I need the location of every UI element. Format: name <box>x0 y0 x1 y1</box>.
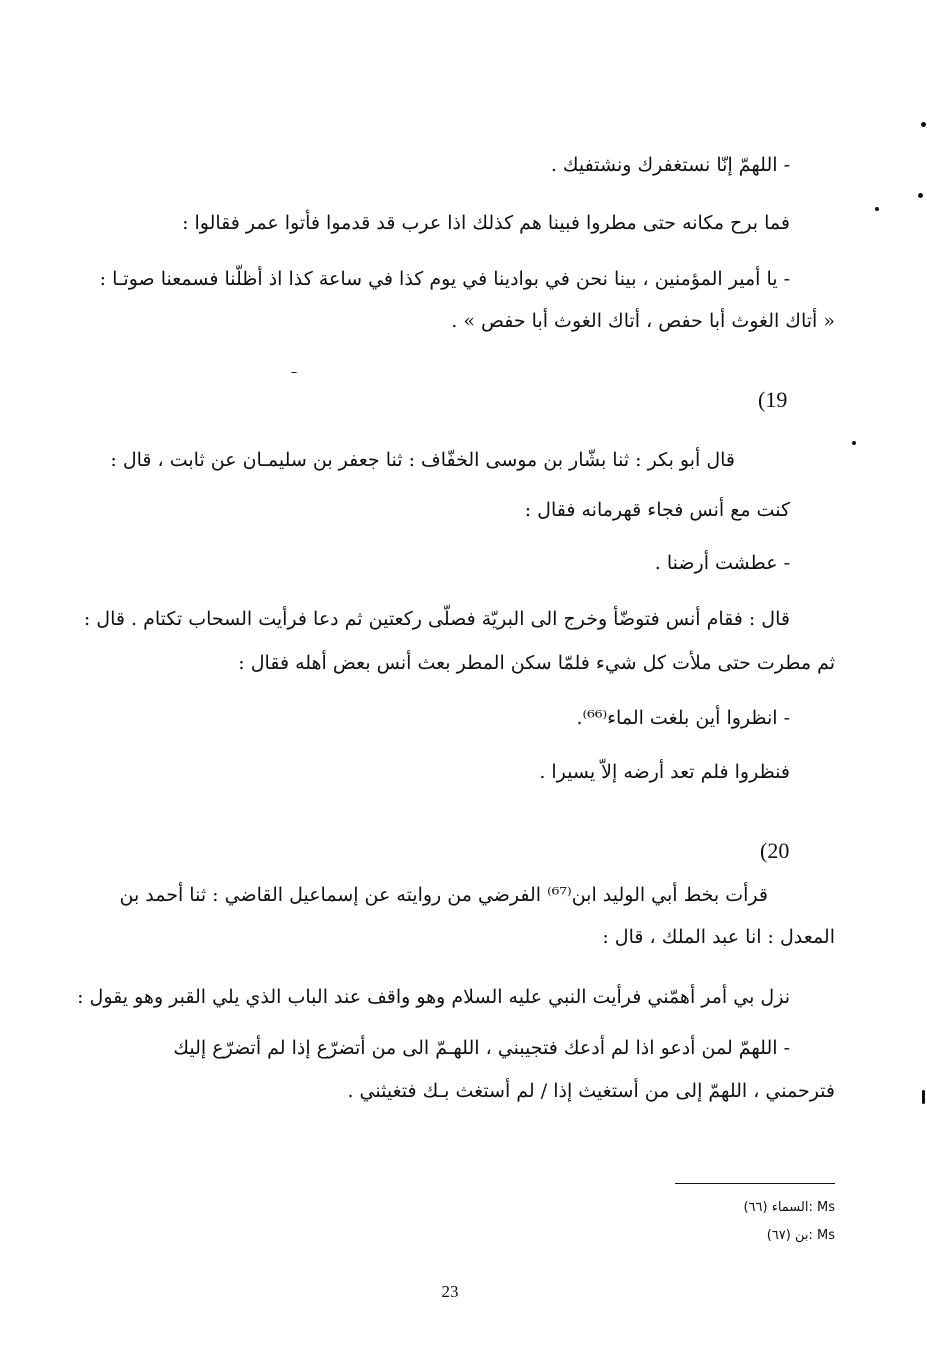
text-line: قال أبو بكر : ثنا بشّار بن موسى الخفّاف : ثنا جعفر بن سليمـان عن ثابت ، قال : <box>110 449 735 471</box>
text-line: فما برح مكانه حتى مطروا فبينا هم كذلك اذا عرب قد قدموا فأتوا عمر فقالوا : <box>182 212 790 234</box>
text-line: قال : فقام أنس فتوضّأ وخرج الى البريّة فصلّى ركعتين ثم دعا فرأيت السحاب تكتام . قال : <box>83 608 790 630</box>
footnote: (٦٦) السماء: Ms <box>743 1200 835 1215</box>
section-number: (19 <box>758 387 788 412</box>
text-line: « أتاك الغوث أبا حفص ، أتاك الغوث أبا حفص » . <box>451 310 835 332</box>
scan-speck <box>852 441 856 445</box>
text-line: المعدل : انا عبد الملك ، قال : <box>602 926 835 948</box>
footnote-rule <box>675 1183 835 1184</box>
text-line: فترحمني ، اللهمّ إلى من أستغيث إذا / لم أستغث بـك فتغيثني . <box>347 1080 835 1102</box>
text-line: قرأت بخط أبي الوليد ابن⁽⁶⁷⁾ الفرضي من روايته عن إسماعيل القاضي : ثنا أحمد بن <box>119 884 768 906</box>
footnote: (٦٧) بن: Ms <box>766 1228 835 1243</box>
scan-speck <box>291 372 297 373</box>
scan-speck <box>918 193 923 198</box>
scan-speck <box>922 1090 925 1104</box>
text-line: - اللهمّ إنّا نستغفرك ونشتفيك . <box>550 154 790 176</box>
scan-speck <box>921 122 926 127</box>
text-line: - يا أمير المؤمنين ، بينا نحن في بوادينا في يوم كذا في ساعة كذا اذ أظلّنا فسمعنا صوتـا : <box>99 268 790 290</box>
text-line: - اللهمّ لمن أدعو اذا لم أدعك فتجيبني ، اللهـمّ الى من أتضرّع إذا لم أتضرّع إليك <box>173 1037 790 1059</box>
text-line: - عطشت أرضنا . <box>654 552 790 574</box>
text-line: فنظروا فلم تعد أرضه إلاّ يسيرا . <box>539 761 790 783</box>
text-line: - انظروا أين بلغت الماء⁽⁶⁶⁾. <box>576 707 790 729</box>
text-line: ثم مطرت حتى ملأت كل شيء فلمّا سكن المطر بعث أنس بعض أهله فقال : <box>238 652 835 674</box>
page-number: 23 <box>441 1282 459 1301</box>
scan-speck <box>875 207 879 211</box>
section-number: (20 <box>760 838 790 863</box>
text-line: نزل بي أمر أهمّني فرأيت النبي عليه السلام وهو واقف عند الباب الذي يلي القبر وهو يقول : <box>77 986 790 1008</box>
text-line: كنت مع أنس فجاء قهرمانه فقال : <box>524 499 790 521</box>
